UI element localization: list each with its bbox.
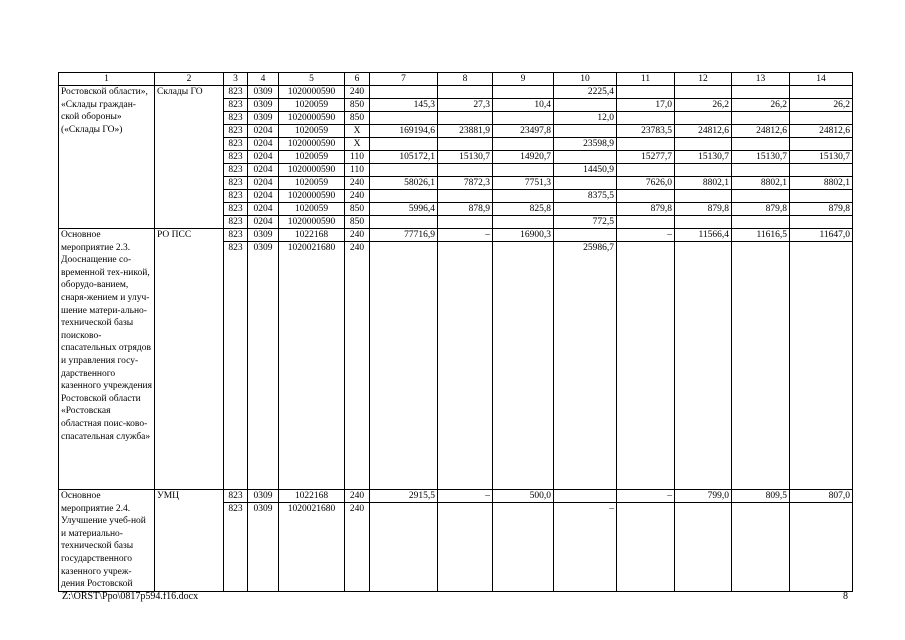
table-cell: 26,2: [732, 99, 790, 112]
table-cell: 105172,1: [370, 151, 438, 164]
table-cell: [554, 151, 617, 164]
table-cell: [732, 86, 790, 99]
table-cell: 11616,5: [732, 229, 790, 242]
table-cell: 1020000590: [279, 138, 345, 151]
table-cell: 11566,4: [675, 229, 732, 242]
header-cell: 6: [345, 73, 370, 86]
table-cell: [438, 138, 493, 151]
table-cell: 27,3: [438, 99, 493, 112]
table-cell: 10,4: [493, 99, 554, 112]
table-cell: 7872,3: [438, 177, 493, 190]
header-cell: 8: [438, 73, 493, 86]
table-cell: 23783,5: [617, 125, 675, 138]
table-cell: [732, 138, 790, 151]
table-cell: 15130,7: [438, 151, 493, 164]
table-cell: 809,5: [732, 490, 790, 503]
table-cell: 0309: [248, 99, 279, 112]
table-cell: [732, 503, 790, 591]
table-cell: 15130,7: [790, 151, 853, 164]
table-cell: 15130,7: [732, 151, 790, 164]
table-cell: 0309: [248, 242, 279, 490]
table-cell: [790, 503, 853, 591]
table-cell: 1020000590: [279, 86, 345, 99]
header-cell: 2: [155, 73, 224, 86]
table-cell: [790, 242, 853, 490]
table-cell: [370, 86, 438, 99]
table-cell: [675, 242, 732, 490]
table-cell: 0204: [248, 190, 279, 203]
table-cell: 823: [224, 229, 248, 242]
table-cell: 23497,8: [493, 125, 554, 138]
table-cell: 1020059: [279, 203, 345, 216]
table-cell: 1020059: [279, 125, 345, 138]
table-cell: 850: [345, 216, 370, 229]
table-cell: 1020021680: [279, 503, 345, 591]
table-cell: 0309: [248, 86, 279, 99]
table-cell: 0309: [248, 229, 279, 242]
table-cell: [554, 99, 617, 112]
table-cell: 17,0: [617, 99, 675, 112]
table-cell: [438, 190, 493, 203]
table-cell: [675, 503, 732, 591]
table-cell: 240: [345, 190, 370, 203]
table-cell: [370, 190, 438, 203]
table-cell: [732, 164, 790, 177]
table-cell: [438, 164, 493, 177]
executor-cell: Склады ГО: [155, 86, 224, 229]
table-cell: 823: [224, 151, 248, 164]
table-cell: [790, 164, 853, 177]
executor-cell: УМЦ: [155, 490, 224, 592]
table-cell: [675, 190, 732, 203]
table-cell: 823: [224, 125, 248, 138]
table-cell: 0204: [248, 151, 279, 164]
table-cell: [790, 190, 853, 203]
table-cell: 799,0: [675, 490, 732, 503]
table-cell: [370, 503, 438, 591]
table-cell: 240: [345, 86, 370, 99]
header-cell: 12: [675, 73, 732, 86]
table-cell: [675, 86, 732, 99]
table-cell: [554, 490, 617, 503]
table-cell: 850: [345, 112, 370, 125]
table-cell: [493, 216, 554, 229]
table-cell: 823: [224, 99, 248, 112]
table-cell: 823: [224, 177, 248, 190]
table-cell: Х: [345, 138, 370, 151]
table-cell: [675, 216, 732, 229]
table-cell: 0204: [248, 203, 279, 216]
table-cell: 0204: [248, 125, 279, 138]
table-cell: 1022168: [279, 229, 345, 242]
table-cell: 0309: [248, 503, 279, 591]
header-cell: 11: [617, 73, 675, 86]
table-cell: 240: [345, 229, 370, 242]
table-cell: [617, 242, 675, 490]
table-cell: 169194,6: [370, 125, 438, 138]
table-cell: –: [617, 229, 675, 242]
table-cell: 25986,7: [554, 242, 617, 490]
table-cell: 825,8: [493, 203, 554, 216]
table-row: [59, 490, 853, 503]
table-cell: [617, 216, 675, 229]
table-cell: [438, 86, 493, 99]
table-cell: –: [438, 229, 493, 242]
table-cell: 823: [224, 138, 248, 151]
header-cell: 10: [554, 73, 617, 86]
header-cell: 9: [493, 73, 554, 86]
table-cell: 1022168: [279, 490, 345, 503]
table-cell: [370, 164, 438, 177]
table-cell: 14920,7: [493, 151, 554, 164]
table-cell: 823: [224, 216, 248, 229]
table-cell: 823: [224, 164, 248, 177]
block-ro-pss: [59, 229, 853, 490]
table-cell: 772,5: [554, 216, 617, 229]
table-cell: [790, 112, 853, 125]
table-cell: 8375,5: [554, 190, 617, 203]
table-cell: 8802,1: [675, 177, 732, 190]
table-cell: 240: [345, 177, 370, 190]
table-cell: 1020000590: [279, 190, 345, 203]
table-cell: 879,8: [675, 203, 732, 216]
table-cell: [617, 86, 675, 99]
table-cell: 807,0: [790, 490, 853, 503]
table-cell: [617, 190, 675, 203]
table-cell: 878,9: [438, 203, 493, 216]
measure-name-cell: Основное мероприятие 2.3. Дооснащение со-временной тех-никой, оборудо-ванием, снаря-жением и улуч-шение матери-ально-технической базы поисково-спасательных отрядов и управления госу-дарственного казенного учреждения Ростовской области «Ростовская областная поис-ково-спасательная служба»: [59, 229, 155, 490]
table-cell: 240: [345, 242, 370, 490]
table-cell: 77716,9: [370, 229, 438, 242]
table-cell: [790, 86, 853, 99]
table-cell: [493, 86, 554, 99]
table-cell: 5996,4: [370, 203, 438, 216]
table-cell: 15277,7: [617, 151, 675, 164]
table-cell: 24812,6: [790, 125, 853, 138]
table-cell: 110: [345, 151, 370, 164]
table-cell: 145,3: [370, 99, 438, 112]
table-cell: [554, 125, 617, 138]
table-cell: 0309: [248, 490, 279, 503]
header-cell: 13: [732, 73, 790, 86]
block-sklady-go: [59, 86, 853, 229]
table-cell: [493, 138, 554, 151]
page-number: 8: [843, 591, 848, 602]
table-cell: 0204: [248, 177, 279, 190]
table-cell: [493, 112, 554, 125]
table-cell: 1020000590: [279, 164, 345, 177]
table-cell: [617, 112, 675, 125]
table-cell: [790, 216, 853, 229]
table-cell: 240: [345, 490, 370, 503]
table-cell: 850: [345, 203, 370, 216]
table-cell: 879,8: [732, 203, 790, 216]
table-cell: –: [438, 490, 493, 503]
table-cell: [732, 190, 790, 203]
table-cell: 0204: [248, 164, 279, 177]
table-cell: 1020059: [279, 151, 345, 164]
table-cell: 23598,9: [554, 138, 617, 151]
table-cell: 2915,5: [370, 490, 438, 503]
table-cell: [438, 503, 493, 591]
table-cell: 0204: [248, 138, 279, 151]
table-cell: [493, 503, 554, 591]
table-cell: 823: [224, 203, 248, 216]
table-row: [59, 229, 853, 242]
table-cell: [438, 112, 493, 125]
table-cell: 2225,4: [554, 86, 617, 99]
table-cell: 823: [224, 190, 248, 203]
table-cell: 7626,0: [617, 177, 675, 190]
table-cell: [370, 216, 438, 229]
table-cell: 8802,1: [790, 177, 853, 190]
table-cell: Х: [345, 125, 370, 138]
header-cell: 7: [370, 73, 438, 86]
table-cell: 1020000590: [279, 112, 345, 125]
table-cell: 23881,9: [438, 125, 493, 138]
table-cell: 0309: [248, 112, 279, 125]
table-cell: 24812,6: [732, 125, 790, 138]
budget-table: [58, 72, 853, 592]
table-cell: [732, 242, 790, 490]
table-cell: [617, 138, 675, 151]
table-cell: 240: [345, 503, 370, 591]
table-cell: 850: [345, 99, 370, 112]
table-cell: 58026,1: [370, 177, 438, 190]
table-cell: [617, 503, 675, 591]
measure-name-cell: Основное мероприятие 2.4. Улучшение учеб-ной и материально-технической базы государственного казенного учреж-дения Ростовской: [59, 490, 155, 592]
table-cell: –: [554, 503, 617, 591]
table-cell: [370, 242, 438, 490]
table-cell: 500,0: [493, 490, 554, 503]
table-cell: –: [617, 490, 675, 503]
table-cell: [554, 203, 617, 216]
table-cell: [675, 138, 732, 151]
table-cell: 823: [224, 86, 248, 99]
table-cell: 26,2: [675, 99, 732, 112]
table-cell: 16900,3: [493, 229, 554, 242]
footer-file-path: Z:\ORST\Ppo\0817p594.f16.docx: [62, 591, 199, 602]
measure-name-cell: Ростовской области», «Склады граждан-ской обороны» («Склады ГО»): [59, 86, 155, 229]
table-cell: 823: [224, 490, 248, 503]
table-cell: [790, 138, 853, 151]
header-cell: 4: [248, 73, 279, 86]
table-row: [59, 86, 853, 99]
table-cell: 14450,9: [554, 164, 617, 177]
table-cell: [370, 138, 438, 151]
table-cell: [438, 216, 493, 229]
table-cell: 823: [224, 503, 248, 591]
table-cell: [554, 229, 617, 242]
table-cell: [438, 242, 493, 490]
header-row: [59, 73, 853, 86]
table-cell: [675, 112, 732, 125]
table-cell: [675, 164, 732, 177]
table-cell: 879,8: [790, 203, 853, 216]
table-cell: 1020059: [279, 177, 345, 190]
table-cell: [732, 112, 790, 125]
table-cell: 24812,6: [675, 125, 732, 138]
table-cell: 823: [224, 242, 248, 490]
table-cell: 110: [345, 164, 370, 177]
executor-cell: РО ПСС: [155, 229, 224, 490]
table-cell: 11647,0: [790, 229, 853, 242]
table-cell: 1020021680: [279, 242, 345, 490]
table-cell: [370, 112, 438, 125]
header-cell: 3: [224, 73, 248, 86]
table-cell: [554, 177, 617, 190]
block-umc: [59, 490, 853, 592]
table-cell: [617, 164, 675, 177]
table-cell: [493, 242, 554, 490]
table-cell: 8802,1: [732, 177, 790, 190]
table-cell: 7751,3: [493, 177, 554, 190]
table-cell: 879,8: [617, 203, 675, 216]
table-cell: 823: [224, 112, 248, 125]
table-cell: 1020059: [279, 99, 345, 112]
table-cell: [493, 164, 554, 177]
table-cell: 12,0: [554, 112, 617, 125]
table-cell: [493, 190, 554, 203]
header-cell: 1: [59, 73, 155, 86]
header-cell: 5: [279, 73, 345, 86]
table-cell: [732, 216, 790, 229]
table-cell: 26,2: [790, 99, 853, 112]
table-cell: 15130,7: [675, 151, 732, 164]
header-cell: 14: [790, 73, 853, 86]
table-cell: 0204: [248, 216, 279, 229]
table-cell: 1020000590: [279, 216, 345, 229]
